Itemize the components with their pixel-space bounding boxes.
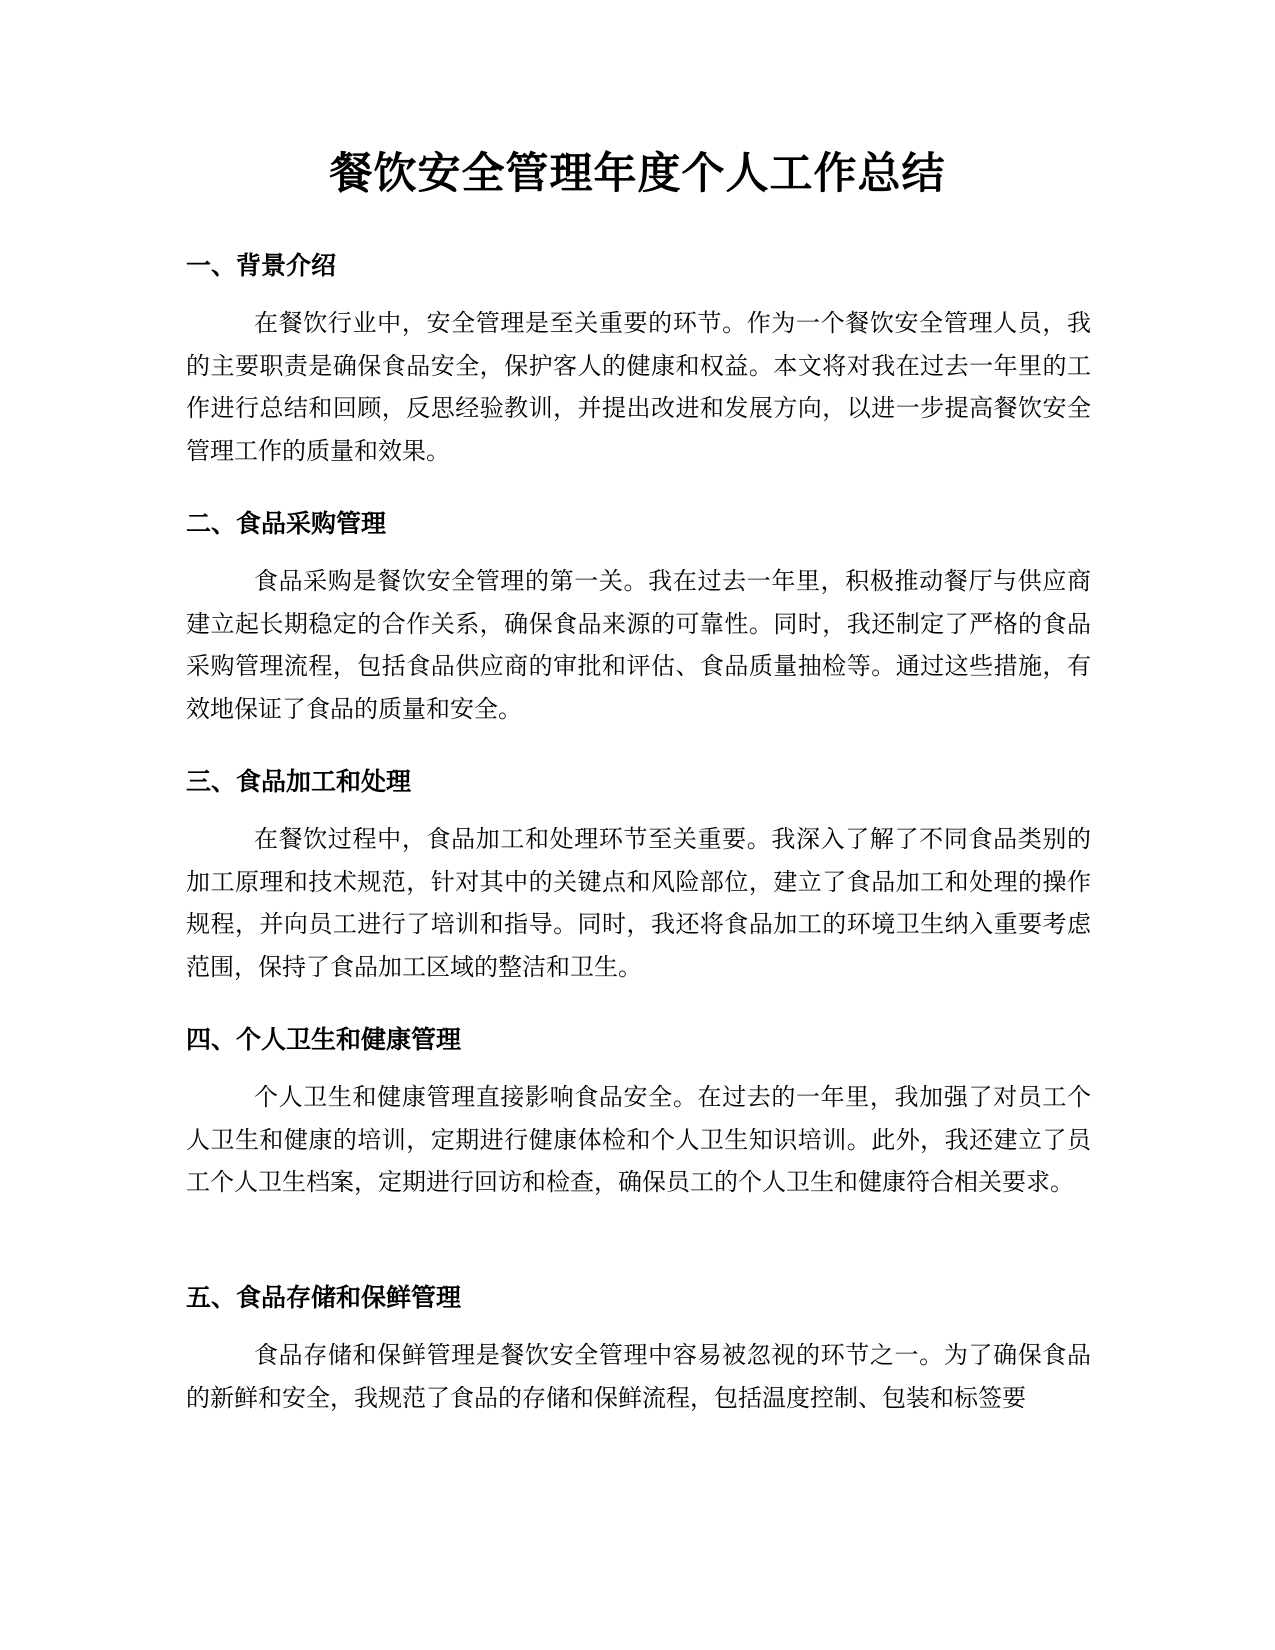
section-heading: 五、食品存储和保鲜管理 xyxy=(186,1283,462,1312)
section-food-processing xyxy=(186,764,1091,988)
section-paragraph: 在餐饮行业中，安全管理是至关重要的环节。作为一个餐饮安全管理人员，我的主要职责是确保食品安全，保护客人的健康和权益。本文将对我在过去一年里的工作进行总结和回顾，反思经验教训，并提出改进和发展方向，以进一步提高餐饮安全管理工作的质量和效果。 xyxy=(186,309,1091,465)
section-food-storage xyxy=(186,1280,1091,1419)
section-heading: 二、食品采购管理 xyxy=(186,509,387,538)
section-heading: 四、个人卫生和健康管理 xyxy=(186,1025,462,1054)
section-food-procurement xyxy=(186,506,1091,730)
section-paragraph: 个人卫生和健康管理直接影响食品安全。在过去的一年里，我加强了对员工个人卫生和健康的培训，定期进行健康体检和个人卫生知识培训。此外，我还建立了员工个人卫生档案，定期进行回访和检查，确保员工的个人卫生和健康符合相关要求。 xyxy=(186,1083,1091,1196)
section-heading: 一、背景介绍 xyxy=(186,251,337,280)
section-background xyxy=(186,248,1091,472)
document-title: 餐饮安全管理年度个人工作总结 xyxy=(329,149,946,199)
section-paragraph: 食品存储和保鲜管理是餐饮安全管理中容易被忽视的环节之一。为了确保食品的新鲜和安全，我规范了食品的存储和保鲜流程，包括温度控制、包装和标签要 xyxy=(186,1341,1091,1412)
section-paragraph: 在餐饮过程中，食品加工和处理环节至关重要。我深入了解了不同食品类别的加工原理和技术规范，针对其中的关键点和风险部位，建立了食品加工和处理的操作规程，并向员工进行了培训和指导。同时，我还将食品加工的环境卫生纳入重要考虑范围，保持了食品加工区域的整洁和卫生。 xyxy=(186,825,1091,981)
section-paragraph: 食品采购是餐饮安全管理的第一关。我在过去一年里，积极推动餐厅与供应商建立起长期稳定的合作关系，确保食品来源的可靠性。同时，我还制定了严格的食品采购管理流程，包括食品供应商的审批和评估、食品质量抽检等。通过这些措施，有效地保证了食品的质量和安全。 xyxy=(186,567,1091,723)
section-heading: 三、食品加工和处理 xyxy=(186,767,412,796)
section-personal-hygiene xyxy=(186,1022,1091,1204)
